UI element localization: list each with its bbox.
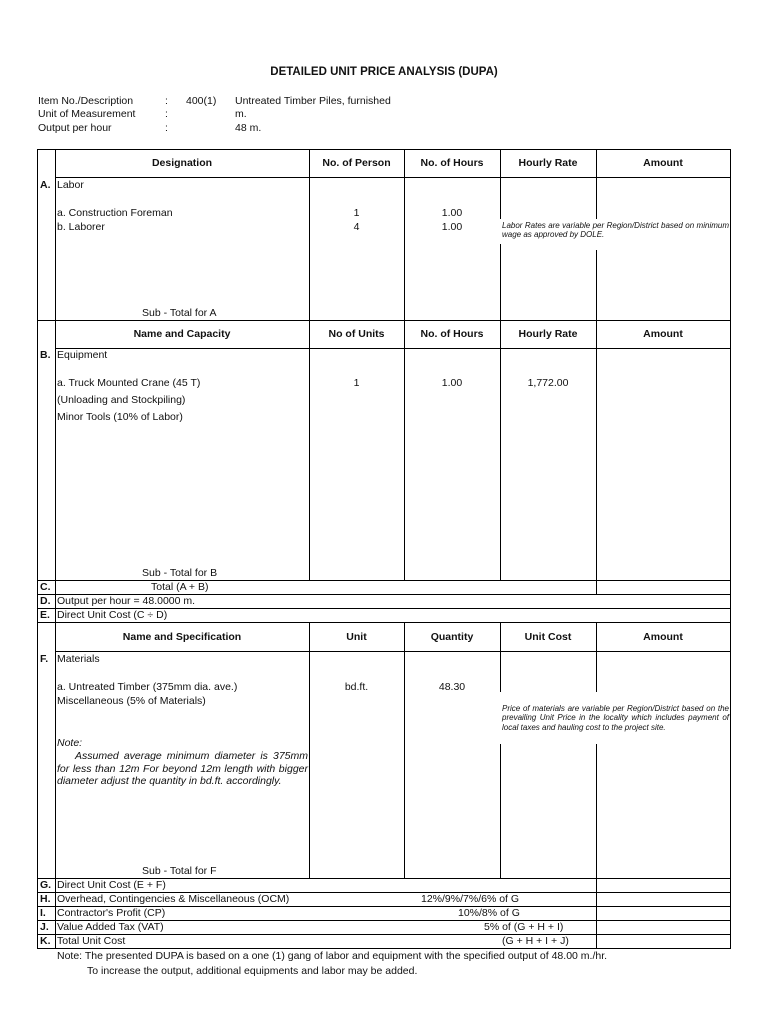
subtotal-label: Sub - Total for B [142,567,218,579]
summary-label: Value Added Tax (VAT) [57,921,164,933]
summary-formula: 5% of (G + H + I) [484,921,564,933]
column-header: Designation [151,157,213,169]
info-label: Output per hour [38,122,112,134]
column-header: Name and Capacity [133,328,231,340]
grid-line [55,348,731,349]
grid-line [37,934,731,935]
material-price-note: Price of materials are variable per Region/District based on the prevailing Unit Price in the locality which includes payment of local taxes and hauling cost to the project site. [502,704,729,732]
diameter-note: Assumed average minimum diameter is 375mm for less than 12m For beyond 12m length with bigger diameter adjust the quantity in bd.ft. accordingly. [57,750,308,787]
grid-line [55,177,731,178]
section-letter: C. [40,581,51,593]
grid-line [37,622,731,623]
grid-line [55,149,56,949]
table-row-name: a. Construction Foreman [57,207,173,219]
grid-line [37,149,38,949]
section-letter: B. [40,349,51,361]
section-letter: A. [40,179,51,191]
grid-line [404,622,405,879]
summary-label: Output per hour = 48.0000 m. [57,595,196,607]
footnote-line: Note: The presented DUPA is based on a one (1) gang of labor and equipment with the specified output of 48.00 m./hr. [57,950,608,962]
grid-line [309,622,310,879]
column-header: Unit Cost [524,631,572,643]
summary-label: Direct Unit Cost (E + F) [57,879,166,891]
table-row-name: (Unloading and Stockpiling) [57,394,186,406]
table-row-name: Miscellaneous (5% of Materials) [57,695,206,707]
column-header: Amount [643,631,683,643]
column-header: Unit [346,631,367,643]
section-letter: D. [40,595,51,607]
column-header: Amount [643,328,683,340]
section-letter: F. [40,653,49,665]
column-header: Amount [643,157,683,169]
summary-formula: (G + H + I + J) [502,935,569,947]
info-code: 400(1) [186,95,217,107]
table-cell: 1 [353,377,360,389]
table-row-name: Minor Tools (10% of Labor) [57,411,183,423]
info-value: 48 m. [235,122,262,134]
info-value: m. [235,108,247,120]
summary-formula: 12%/9%/7%/6% of G [421,893,520,905]
grid-line [37,320,731,321]
info-value: Untreated Timber Piles, furnished [235,95,391,107]
page-title: DETAILED UNIT PRICE ANALYSIS (DUPA) [270,66,498,78]
table-cell: 1 [353,207,360,219]
table-row-name: a. Untreated Timber (375mm dia. ave.) [57,681,238,693]
table-cell: 48.30 [438,681,466,693]
table-cell: 1.00 [441,377,463,389]
grid-line [596,250,597,581]
section-letter: E. [40,609,50,621]
grid-line [596,580,597,594]
table-cell: 1.00 [441,221,463,233]
table-cell: 4 [353,221,360,233]
section-letter: I. [40,907,46,919]
grid-line [500,744,501,879]
subtotal-label: Sub - Total for A [142,307,217,319]
section-letter: G. [40,879,52,891]
summary-label: Contractor's Profit (CP) [57,907,166,919]
column-header: Hourly Rate [518,157,578,169]
info-colon: : [165,122,168,134]
info-label: Unit of Measurement [38,108,136,120]
column-header: Hourly Rate [518,328,578,340]
grid-line [500,244,501,581]
info-colon: : [165,95,168,107]
footnote-line: To increase the output, additional equipments and labor may be added. [87,965,418,977]
summary-label: Total (A + B) [151,581,209,593]
labor-rate-note: Labor Rates are variable per Region/District based on minimum wage as approved by DOLE. [502,221,729,240]
table-cell: bd.ft. [344,681,369,693]
section-letter: H. [40,893,51,905]
section-title: Labor [57,179,84,191]
grid-line [55,651,731,652]
table-row-name: a. Truck Mounted Crane (45 T) [57,377,201,389]
section-title: Materials [57,653,100,665]
info-colon: : [165,108,168,120]
summary-label: Direct Unit Cost (C ÷ D) [57,609,168,621]
column-header: No. of Hours [420,328,484,340]
grid-line [37,149,731,150]
grid-line [730,149,731,949]
grid-line [37,580,731,581]
table-row-name: b. Laborer [57,221,105,233]
table-cell: 1,772.00 [527,377,569,389]
column-header: Name and Specification [122,631,242,643]
section-title: Equipment [57,349,108,361]
column-header: Quantity [430,631,474,643]
section-letter: K. [40,935,51,947]
column-header: No. of Hours [420,157,484,169]
column-header: No of Units [328,328,385,340]
grid-line [596,744,597,879]
subtotal-label: Sub - Total for F [142,865,217,877]
summary-formula: 10%/8% of G [458,907,520,919]
note-title: Note: [57,737,83,749]
info-label: Item No./Description [38,95,134,107]
section-letter: J. [40,921,49,933]
summary-label: Total Unit Cost [57,935,126,947]
grid-line [596,878,597,948]
column-header: No. of Person [322,157,391,169]
table-cell: 1.00 [441,207,463,219]
grid-line [37,948,731,949]
summary-label: Overhead, Contingencies & Miscellaneous (OCM) [57,893,290,905]
